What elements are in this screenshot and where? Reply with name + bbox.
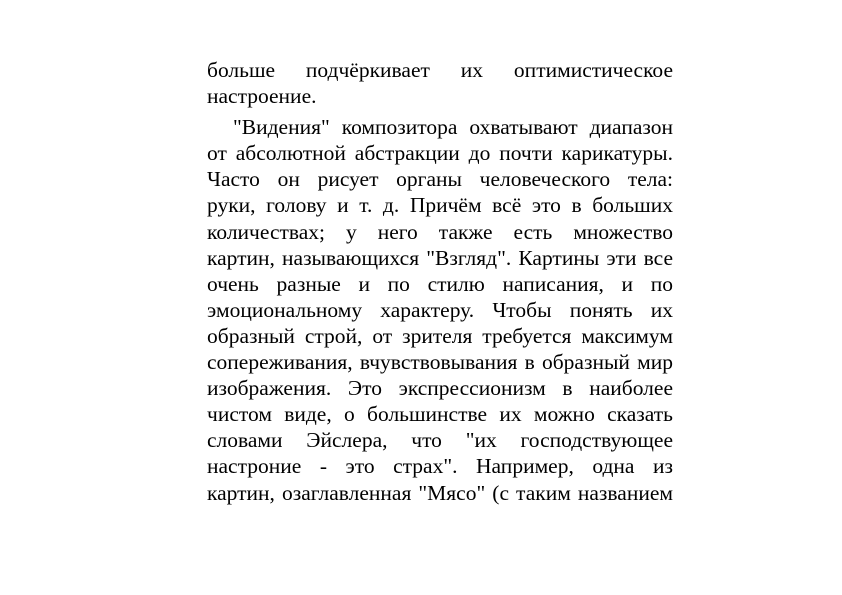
text-line: сопереживания, вчувствовывания в образный мир bbox=[207, 350, 673, 375]
text-line: руки, голову и т. д. Причём всё это в больших bbox=[207, 193, 673, 218]
text-line: картин, называющихся "Взгляд". Картины эти все bbox=[207, 245, 673, 270]
paragraph-2 bbox=[207, 114, 673, 505]
text-line: настроение. bbox=[207, 84, 317, 109]
text-line: количествах; у него также есть множество bbox=[207, 219, 673, 244]
text-line: образный строй, от зрителя требуется максимум bbox=[207, 323, 673, 348]
text-line: "Видения" композитора охватывают диапазон bbox=[233, 115, 673, 140]
text-line: словами Эйслера, что "их господствующее bbox=[207, 428, 673, 453]
text-line: настроние - это страх". Например, одна из bbox=[207, 454, 673, 479]
text-line: картин, озаглавленная "Мясо" (с таким названием bbox=[207, 480, 673, 505]
text-line: изображения. Это экспрессионизм в наиболее bbox=[207, 376, 673, 401]
body-text bbox=[207, 57, 673, 506]
text-line: очень разные и по стилю написания, и по bbox=[207, 271, 673, 296]
text-line: от абсолютной абстракции до почти карикатуры. bbox=[207, 141, 673, 166]
paragraph-1 bbox=[207, 57, 673, 109]
text-line: Часто он рисует органы человеческого тела: bbox=[207, 167, 673, 192]
text-line: эмоциональному характеру. Чтобы понять их bbox=[207, 297, 673, 322]
text-line: чистом виде, о большинстве их можно сказать bbox=[207, 402, 673, 427]
text-line: больше подчёркивает их оптимистическое bbox=[207, 58, 673, 82]
